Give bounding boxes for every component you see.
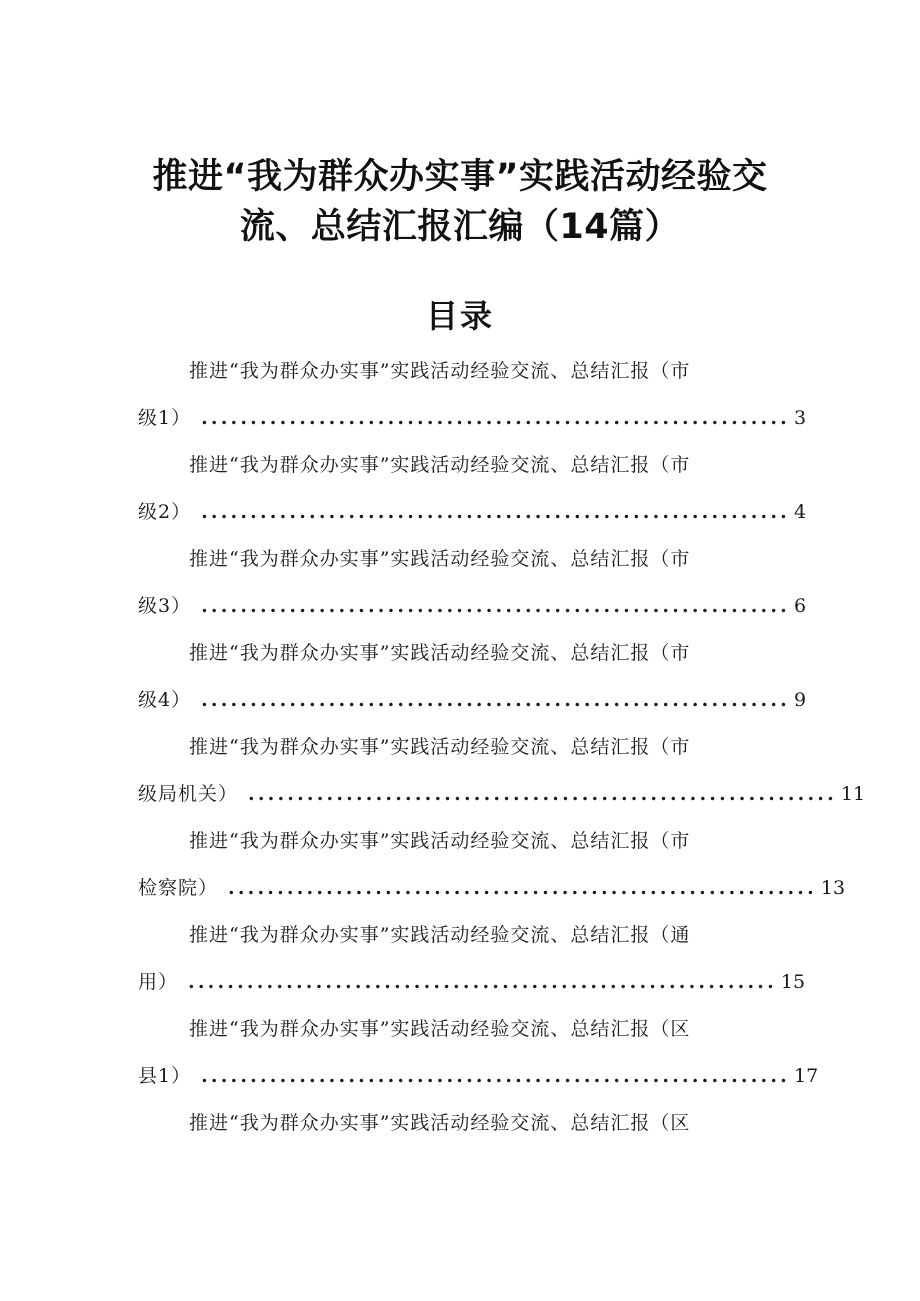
toc-dot-leader: ............................................................	[201, 1065, 790, 1087]
toc-entry-title-continued: 级4）	[138, 689, 192, 711]
toc-dot-leader: ............................................................	[201, 689, 790, 711]
toc-entry-title-continued: 级局机关）	[138, 783, 239, 805]
toc-dot-leader: ............................................................	[228, 877, 817, 899]
toc-dot-leader: ............................................................	[188, 971, 777, 993]
toc-entry-title-continued: 用）	[138, 971, 179, 993]
toc-entry-title-continued: 级3）	[138, 595, 192, 617]
document-title-line-1: 推进“我为群众办实事”实践活动经验交	[152, 157, 768, 197]
toc-entry-title: 推进“我为群众办实事”实践活动经验交流、总结汇报（市	[189, 736, 691, 758]
toc-entry[interactable]	[138, 536, 807, 630]
toc-page-number: 9	[793, 689, 807, 711]
toc-entry-title: 推进“我为群众办实事”实践活动经验交流、总结汇报（市	[189, 454, 691, 476]
toc-entry[interactable]	[138, 1100, 778, 1194]
document-title	[60, 152, 860, 252]
toc-page-number: 3	[793, 407, 807, 429]
toc-entry[interactable]	[138, 630, 807, 724]
toc-entry-title-continued: 检察院）	[138, 877, 219, 899]
toc-heading: 目录	[425, 297, 494, 335]
toc-dot-leader: ............................................................	[248, 783, 837, 805]
toc-entry[interactable]	[138, 1006, 819, 1100]
toc-page-number: 13	[820, 877, 846, 899]
toc-entry-title: 推进“我为群众办实事”实践活动经验交流、总结汇报（区	[189, 1112, 691, 1134]
toc-entry-title-continued: 级2）	[138, 501, 192, 523]
table-of-contents	[138, 348, 866, 1194]
toc-entry[interactable]	[138, 818, 846, 912]
toc-entry-title: 推进“我为群众办实事”实践活动经验交流、总结汇报（区	[189, 1018, 691, 1040]
toc-dot-leader: ............................................................	[201, 407, 790, 429]
toc-dot-leader: ............................................................	[201, 595, 790, 617]
toc-entry[interactable]	[138, 348, 807, 442]
toc-page-number: 4	[793, 501, 807, 523]
toc-entry-title: 推进“我为群众办实事”实践活动经验交流、总结汇报（通	[189, 924, 691, 946]
toc-dot-leader: ............................................................	[201, 501, 790, 523]
toc-page-number: 6	[793, 595, 807, 617]
toc-page-number: 17	[793, 1065, 819, 1087]
toc-entry-title: 推进“我为群众办实事”实践活动经验交流、总结汇报（市	[189, 360, 691, 382]
toc-page-number: 15	[780, 971, 806, 993]
toc-entry-title: 推进“我为群众办实事”实践活动经验交流、总结汇报（市	[189, 642, 691, 664]
toc-entry-title: 推进“我为群众办实事”实践活动经验交流、总结汇报（市	[189, 830, 691, 852]
toc-entry[interactable]	[138, 442, 807, 536]
document-title-line-2: 流、总结汇报汇编（14篇）	[239, 207, 681, 247]
toc-page-number: 11	[840, 783, 866, 805]
toc-entry[interactable]	[138, 912, 806, 1006]
toc-entry-title-continued: 级1）	[138, 407, 192, 429]
toc-entry[interactable]	[138, 724, 866, 818]
toc-entry-title: 推进“我为群众办实事”实践活动经验交流、总结汇报（市	[189, 548, 691, 570]
toc-entry-title-continued: 县1）	[138, 1065, 192, 1087]
